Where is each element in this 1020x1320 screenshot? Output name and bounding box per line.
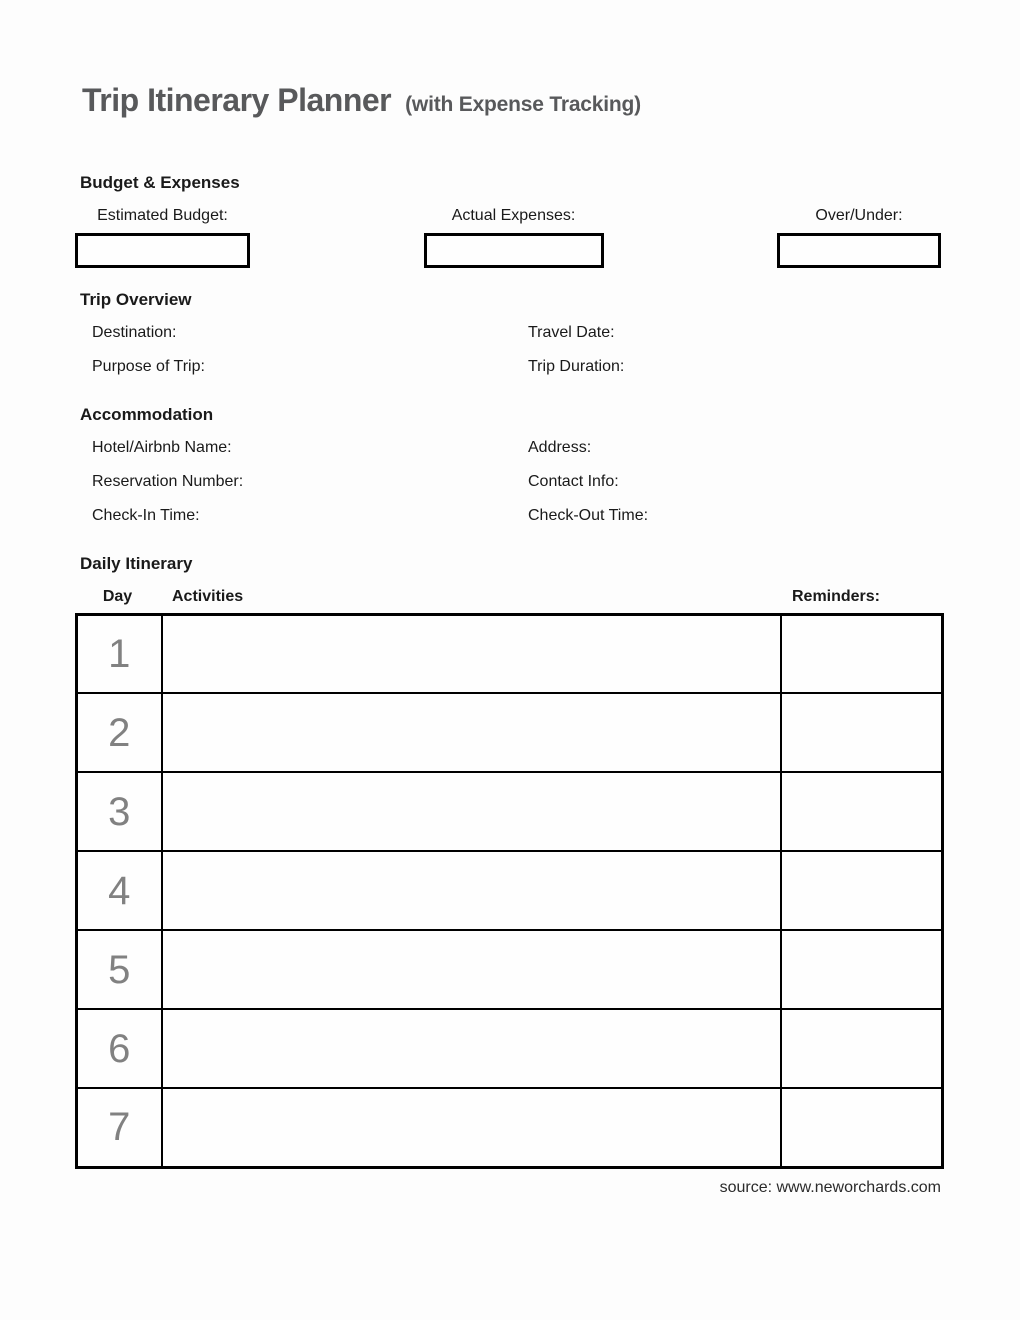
activities-cell[interactable]	[162, 614, 781, 693]
check-in-time-label: Check-In Time:	[92, 506, 200, 524]
reminders-cell[interactable]	[781, 693, 943, 772]
reminders-cell[interactable]	[781, 1088, 943, 1167]
activities-cell[interactable]	[162, 1088, 781, 1167]
page-subtitle: (with Expense Tracking)	[405, 93, 641, 116]
page-title	[75, 0, 941, 118]
itinerary-row-7	[77, 1088, 943, 1167]
over-under-input-box[interactable]	[777, 233, 941, 268]
contact-info-label: Contact Info:	[528, 472, 619, 490]
reminders-cell[interactable]	[781, 930, 943, 1009]
day-number-cell: 5	[77, 930, 162, 1009]
day-number-cell: 6	[77, 1009, 162, 1088]
day-number-cell: 3	[77, 772, 162, 851]
itinerary-row-4	[77, 851, 943, 930]
estimated-budget-label: Estimated Budget:	[97, 206, 228, 224]
day-number-cell: 7	[77, 1088, 162, 1167]
trip-overview-fields	[75, 325, 941, 375]
activities-cell[interactable]	[162, 1009, 781, 1088]
over-under-field	[777, 208, 941, 268]
accommodation-fields	[75, 440, 941, 524]
actual-expenses-label: Actual Expenses:	[451, 206, 576, 224]
estimated-budget-field	[75, 208, 250, 268]
reminders-cell[interactable]	[781, 614, 943, 693]
budget-fields-row	[75, 208, 941, 268]
reminders-column-header: Reminders:	[791, 587, 881, 605]
accommodation-section-heading: Accommodation	[80, 404, 214, 424]
activities-cell[interactable]	[162, 772, 781, 851]
day-number-cell: 2	[77, 693, 162, 772]
destination-label: Destination:	[92, 323, 177, 341]
itinerary-table-header	[75, 589, 941, 605]
estimated-budget-input-box[interactable]	[75, 233, 250, 268]
itinerary-table	[75, 613, 944, 1169]
itinerary-row-2	[77, 693, 943, 772]
purpose-of-trip-label: Purpose of Trip:	[92, 357, 205, 375]
itinerary-row-5	[77, 930, 943, 1009]
activities-cell[interactable]	[162, 930, 781, 1009]
page-content	[75, 0, 941, 1196]
activities-column-header: Activities	[172, 587, 244, 605]
source-attribution: source: www.neworchards.com	[719, 1178, 941, 1196]
itinerary-row-1	[77, 614, 943, 693]
page-title-main: Trip Itinerary Planner	[82, 82, 392, 118]
budget-section-heading: Budget & Expenses	[80, 172, 240, 192]
day-column-header: Day	[102, 587, 133, 605]
hotel-airbnb-name-label: Hotel/Airbnb Name:	[92, 438, 232, 456]
day-number-cell: 1	[77, 614, 162, 693]
activities-cell[interactable]	[162, 693, 781, 772]
day-number-cell: 4	[77, 851, 162, 930]
actual-expenses-field	[424, 208, 604, 268]
actual-expenses-input-box[interactable]	[424, 233, 604, 268]
itinerary-row-6	[77, 1009, 943, 1088]
trip-duration-label: Trip Duration:	[528, 357, 625, 375]
address-label: Address:	[528, 438, 592, 456]
reservation-number-label: Reservation Number:	[92, 472, 244, 490]
reminders-cell[interactable]	[781, 1009, 943, 1088]
activities-cell[interactable]	[162, 851, 781, 930]
travel-date-label: Travel Date:	[528, 323, 615, 341]
reminders-cell[interactable]	[781, 851, 943, 930]
daily-itinerary-section-heading: Daily Itinerary	[80, 553, 193, 573]
reminders-cell[interactable]	[781, 772, 943, 851]
trip-overview-section-heading: Trip Overview	[80, 289, 192, 309]
over-under-label: Over/Under:	[815, 206, 903, 224]
check-out-time-label: Check-Out Time:	[528, 506, 649, 524]
itinerary-row-3	[77, 772, 943, 851]
